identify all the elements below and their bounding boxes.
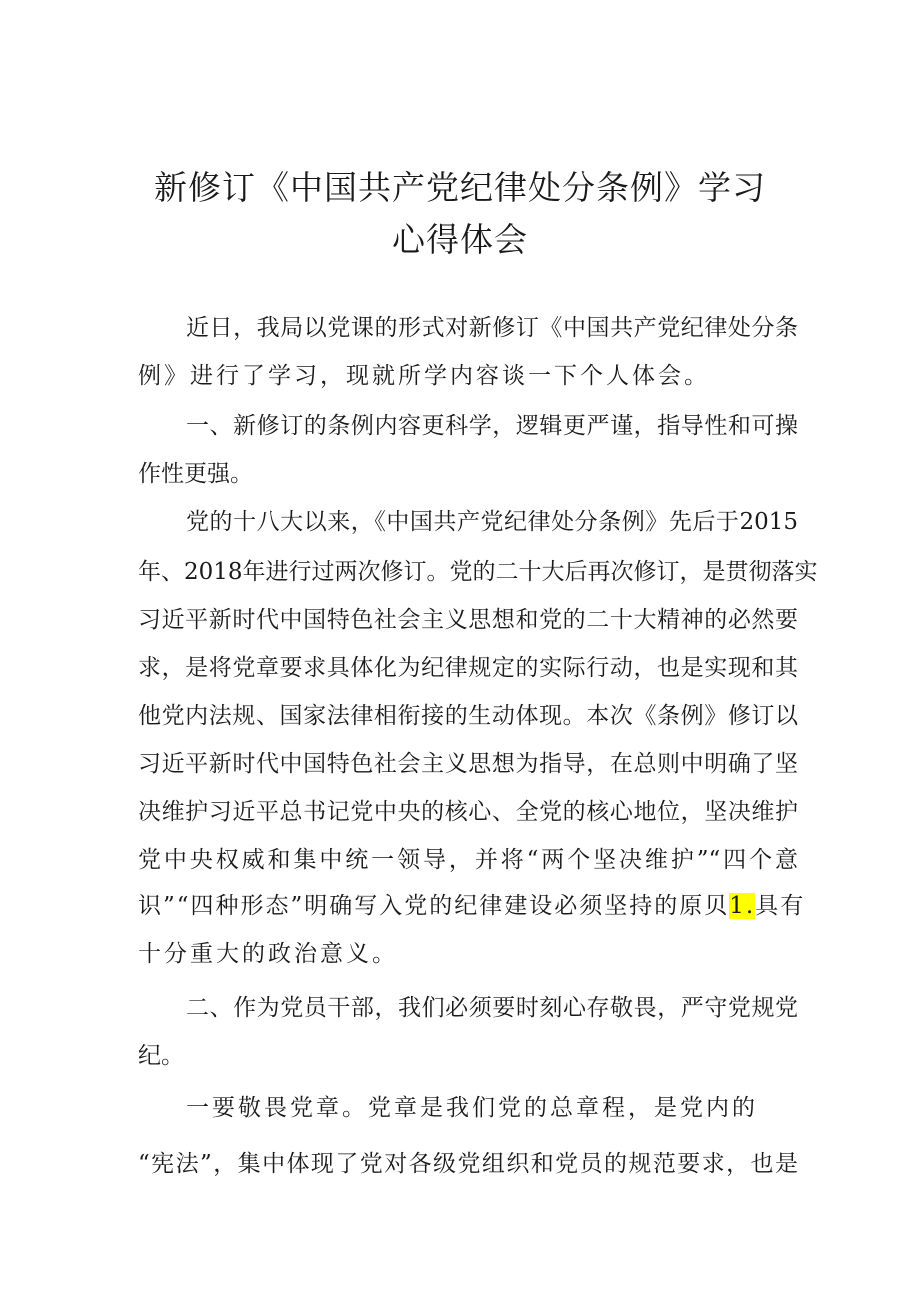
section-heading-2-line-1: 二、作为党员干部，我们必须要时刻心存敬畏，严守党规党 [186,995,798,1021]
paragraph-1-line-9 [138,880,806,932]
paragraph-1-line-6: 习近平新时代中国特色社会主义思想为指导，在总则中明确了坚 [138,751,798,777]
paragraph-1-line-2: 年、2018年进行过两次修订。党的二十大后再次修订，是贯彻落实 [138,559,818,585]
paragraph-1-line-4: 求，是将党章要求具体化为纪律规定的实际行动，也是实现和其 [138,655,798,681]
highlighted-text: 1. [729,893,756,919]
paragraph-intro-line-1: 近日，我局以党课的形式对新修订《中国共产党纪律处分条 [186,315,798,341]
paragraph-intro-line-2: 例》进行了学习，现就所学内容谈一下个人体会。 [138,363,710,389]
paragraph-2-line-2: “宪法”，集中体现了党对各级党组织和党员的规范要求，也是 [138,1151,798,1177]
section-heading-1-line-1: 一、新修订的条例内容更科学，逻辑更严谨，指导性和可操 [186,413,798,439]
paragraph-1-line-7: 决维护习近平总书记党中央的核心、全党的核心地位，坚决维护 [138,799,798,825]
paragraph-1-line-3: 习近平新时代中国特色社会主义思想和党的二十大精神的必然要 [138,607,798,633]
section-heading-1-line-2: 作性更强。 [138,461,253,487]
section-heading-2-line-2: 纪。 [138,1043,184,1069]
paragraph-2-line-1: 一要敬畏党章。党章是我们党的总章程，是党内的 [186,1095,758,1121]
paragraph-1-line-8: 党中央权威和集中统一领导，并将“两个坚决维护”“四个意 [138,847,798,873]
line-9-text: 识”“四种形态”明确写入党的纪律建设必须坚持的原贝 [138,893,730,919]
paragraph-1-line-1: 党的十八大以来，《中国共产党纪律处分条例》先后于2015 [186,509,798,535]
line-9-tail: 具有 [755,893,806,919]
document-title-line-2: 心得体会 [392,220,528,259]
paragraph-1-line-5: 他党内法规、国家法律相衔接的生动体现。本次《条例》修订以 [138,703,798,729]
document-title-line-1: 新修订《中国共产党纪律处分条例》学习 [154,168,766,207]
paragraph-1-line-10: 十分重大的政治意义。 [138,941,398,967]
